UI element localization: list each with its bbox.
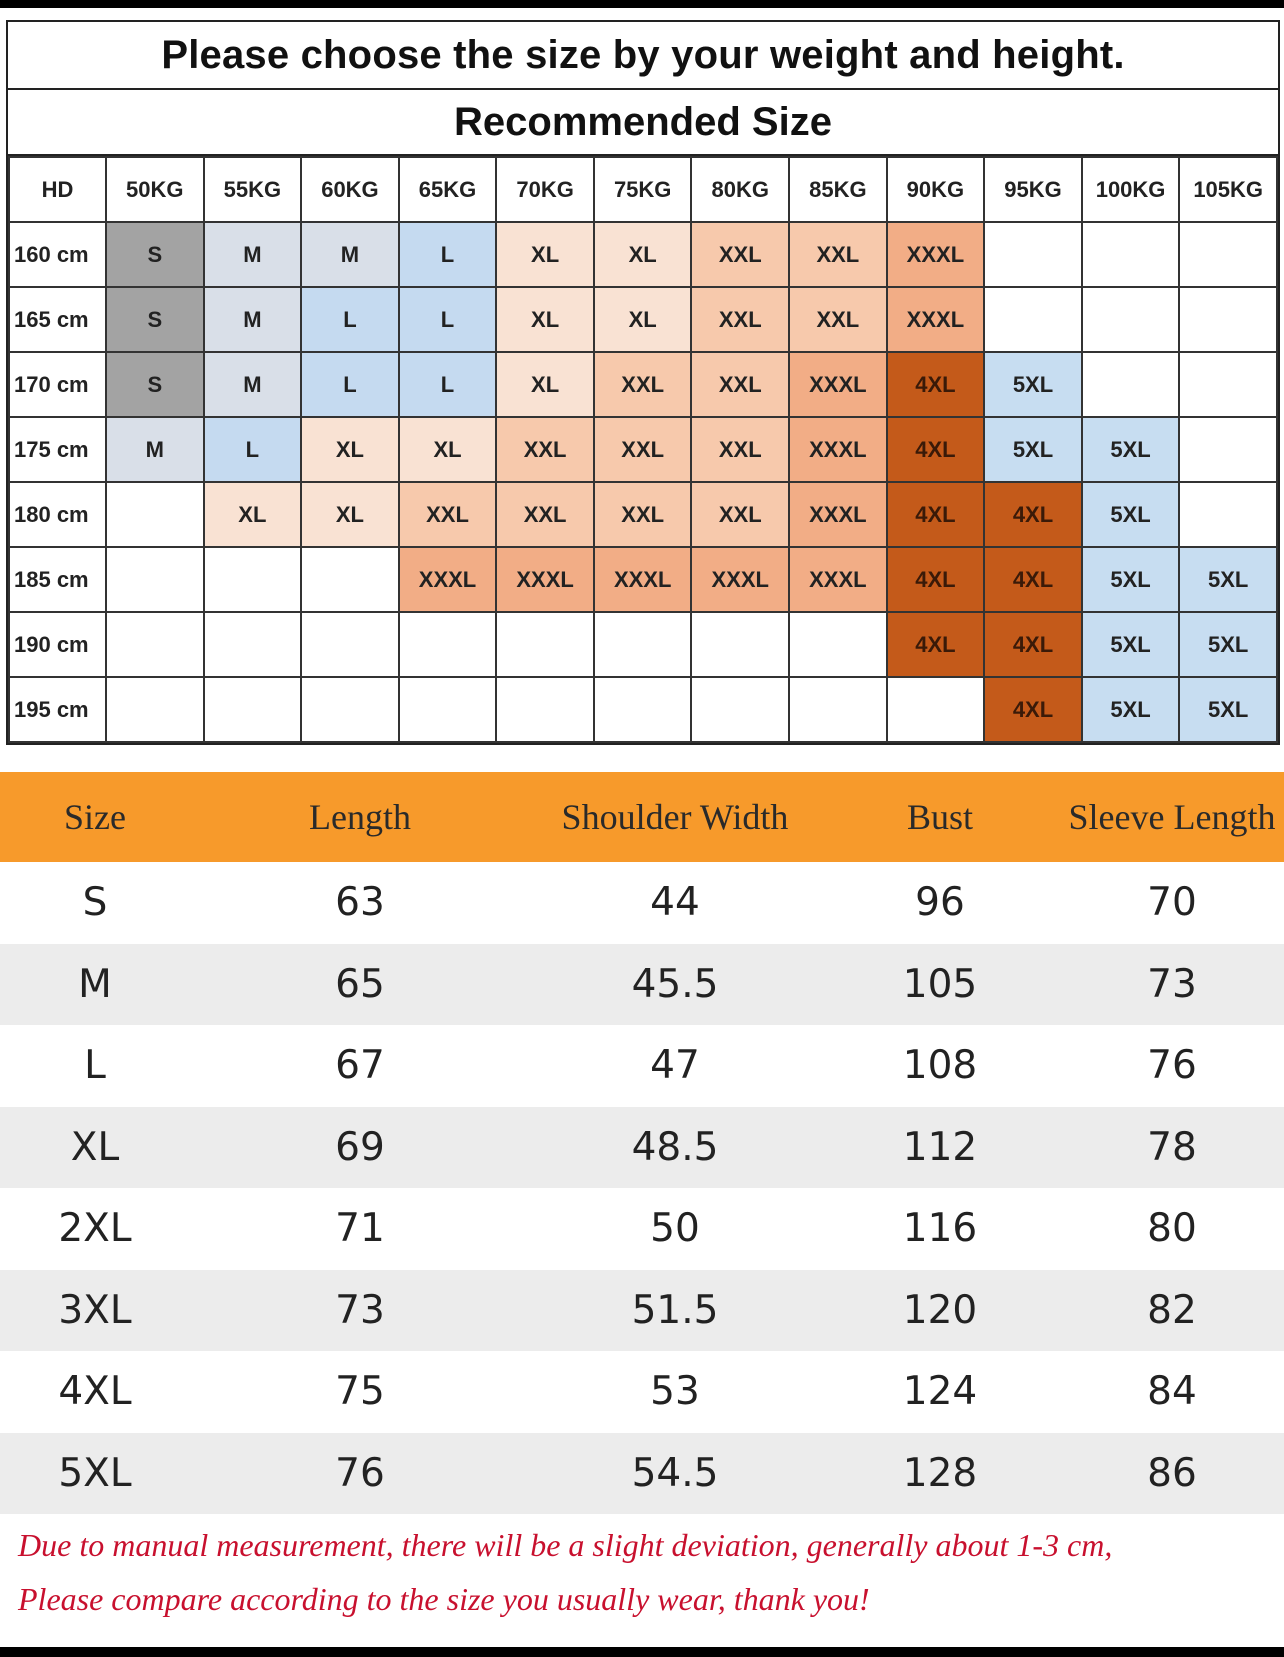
size-cell: XXXL xyxy=(789,417,887,482)
size-cell xyxy=(984,222,1082,287)
weight-header-55kg: 55KG xyxy=(204,157,302,222)
table-row xyxy=(0,1351,1284,1433)
height-row-185cm xyxy=(9,547,1277,612)
size-label: L xyxy=(84,1043,106,1089)
measurement-value: 78 xyxy=(1147,1124,1197,1170)
size-cell: M xyxy=(106,417,204,482)
measurement-value: 54.5 xyxy=(631,1450,719,1496)
size-cell: XXXL xyxy=(887,287,985,352)
size-cell: XXL xyxy=(789,222,887,287)
measurement-table xyxy=(0,772,1284,1514)
size-cell: XXXL xyxy=(691,547,789,612)
size-cell xyxy=(106,612,204,677)
height-label: 190 cm xyxy=(9,612,106,677)
size-cell: L xyxy=(301,352,399,417)
note-line-2: Please compare according to the size you usually wear, thank you! xyxy=(18,1581,870,1617)
top-border xyxy=(0,0,1284,8)
chart-headline: Please choose the size by your weight and height. xyxy=(8,22,1278,90)
size-cell: XL xyxy=(496,287,594,352)
weight-header-60kg: 60KG xyxy=(301,157,399,222)
size-cell: L xyxy=(204,417,302,482)
size-cell xyxy=(106,547,204,612)
size-label: 2XL xyxy=(58,1206,132,1252)
size-cell xyxy=(496,677,594,742)
size-cell: L xyxy=(301,287,399,352)
measurement-header xyxy=(0,772,1284,862)
measurement-value: 69 xyxy=(335,1124,385,1170)
size-label: 4XL xyxy=(58,1369,132,1415)
size-cell: XL xyxy=(204,482,302,547)
size-cell xyxy=(106,482,204,547)
size-cell: XXXL xyxy=(789,547,887,612)
measurement-value: 45.5 xyxy=(631,961,719,1007)
size-cell: 4XL xyxy=(984,612,1082,677)
measurement-value: 76 xyxy=(335,1450,385,1496)
measurement-value: 51.5 xyxy=(631,1287,719,1333)
measurement-value: 128 xyxy=(902,1450,978,1496)
size-cell xyxy=(204,612,302,677)
height-label: 165 cm xyxy=(9,287,106,352)
recommended-size-chart xyxy=(6,20,1280,745)
size-cell xyxy=(789,677,887,742)
height-row-160cm xyxy=(9,222,1277,287)
chart-subheadline: Recommended Size xyxy=(8,90,1278,156)
size-cell: 4XL xyxy=(887,352,985,417)
size-cell: 4XL xyxy=(984,677,1082,742)
weight-header-100kg: 100KG xyxy=(1082,157,1180,222)
height-row-180cm xyxy=(9,482,1277,547)
measurement-value: 73 xyxy=(1147,961,1197,1007)
size-cell: XXL xyxy=(789,287,887,352)
height-label: 180 cm xyxy=(9,482,106,547)
weight-header-95kg: 95KG xyxy=(984,157,1082,222)
size-cell: 5XL xyxy=(1179,612,1277,677)
weight-header-65kg: 65KG xyxy=(399,157,497,222)
size-cell xyxy=(399,612,497,677)
measurement-value: 112 xyxy=(902,1124,978,1170)
size-cell: 4XL xyxy=(984,482,1082,547)
table-row xyxy=(0,1188,1284,1270)
weight-header-75kg: 75KG xyxy=(594,157,692,222)
column-header-sleeve-length: Sleeve Length xyxy=(1068,797,1276,837)
size-cell: XL xyxy=(496,352,594,417)
measurement-value: 124 xyxy=(902,1369,978,1415)
measurement-value: 116 xyxy=(902,1206,978,1252)
weight-header-80kg: 80KG xyxy=(691,157,789,222)
height-row-170cm xyxy=(9,352,1277,417)
measurement-value: 82 xyxy=(1147,1287,1197,1333)
measurement-notes xyxy=(18,1518,1280,1626)
measurement-value: 96 xyxy=(915,880,965,926)
size-cell: 5XL xyxy=(984,352,1082,417)
size-cell: 5XL xyxy=(1179,547,1277,612)
height-row-190cm xyxy=(9,612,1277,677)
size-cell xyxy=(301,547,399,612)
weight-header-row xyxy=(9,157,1277,222)
size-label: M xyxy=(78,961,112,1007)
size-cell xyxy=(691,677,789,742)
column-header-length: Length xyxy=(309,797,411,837)
measurement-value: 75 xyxy=(335,1369,385,1415)
size-cell: XXL xyxy=(691,222,789,287)
size-cell: 5XL xyxy=(984,417,1082,482)
size-cell: S xyxy=(106,222,204,287)
size-cell: M xyxy=(204,222,302,287)
size-cell: XXXL xyxy=(789,482,887,547)
size-cell xyxy=(1179,352,1277,417)
size-cell: XXXL xyxy=(789,352,887,417)
measurement-value: 80 xyxy=(1147,1206,1197,1252)
weight-header-90kg: 90KG xyxy=(887,157,985,222)
size-cell xyxy=(106,677,204,742)
size-cell: M xyxy=(204,287,302,352)
table-row xyxy=(0,1025,1284,1107)
size-cell: XL xyxy=(301,482,399,547)
size-cell: XXL xyxy=(496,417,594,482)
size-cell xyxy=(691,612,789,677)
size-cell xyxy=(1082,352,1180,417)
size-cell: XL xyxy=(496,222,594,287)
weight-header-85kg: 85KG xyxy=(789,157,887,222)
column-header-shoulder-width: Shoulder Width xyxy=(561,797,789,837)
size-cell: XXL xyxy=(691,482,789,547)
measurement-value: 67 xyxy=(335,1043,385,1089)
column-header-size: Size xyxy=(64,797,126,837)
size-cell: M xyxy=(301,222,399,287)
size-cell: 4XL xyxy=(887,612,985,677)
size-label: S xyxy=(82,880,108,926)
measurement-value: 76 xyxy=(1147,1043,1197,1089)
size-cell: 5XL xyxy=(1082,482,1180,547)
size-cell: XL xyxy=(594,222,692,287)
measurement-value: 47 xyxy=(650,1043,700,1089)
size-cell xyxy=(204,547,302,612)
height-row-175cm xyxy=(9,417,1277,482)
weight-header-70kg: 70KG xyxy=(496,157,594,222)
size-cell xyxy=(1179,482,1277,547)
table-row xyxy=(0,944,1284,1026)
size-cell: M xyxy=(204,352,302,417)
size-cell xyxy=(984,287,1082,352)
height-row-195cm xyxy=(9,677,1277,742)
size-cell: XXL xyxy=(496,482,594,547)
height-label: 170 cm xyxy=(9,352,106,417)
size-cell: 5XL xyxy=(1082,677,1180,742)
size-cell: S xyxy=(106,352,204,417)
size-cell: XXL xyxy=(594,482,692,547)
size-cell xyxy=(887,677,985,742)
size-cell: XXL xyxy=(691,352,789,417)
height-label: 185 cm xyxy=(9,547,106,612)
size-cell xyxy=(1082,287,1180,352)
size-cell: XXXL xyxy=(594,547,692,612)
bottom-border xyxy=(0,1647,1284,1657)
size-label: 5XL xyxy=(58,1450,132,1496)
weight-header-105kg: 105KG xyxy=(1179,157,1277,222)
measurement-value: 48.5 xyxy=(631,1124,719,1170)
height-label: 160 cm xyxy=(9,222,106,287)
measurement-value: 70 xyxy=(1147,880,1197,926)
size-cell xyxy=(204,677,302,742)
size-cell: 4XL xyxy=(984,547,1082,612)
size-grid xyxy=(8,156,1278,743)
measurement-value: 44 xyxy=(650,880,700,926)
size-cell: L xyxy=(399,352,497,417)
table-row xyxy=(0,1433,1284,1515)
size-cell: 5XL xyxy=(1082,612,1180,677)
size-cell: XL xyxy=(594,287,692,352)
height-label: 175 cm xyxy=(9,417,106,482)
height-label: 195 cm xyxy=(9,677,106,742)
size-cell: XXL xyxy=(594,352,692,417)
size-cell: 5XL xyxy=(1082,547,1180,612)
corner-label-hd: HD xyxy=(9,157,106,222)
size-cell: 4XL xyxy=(887,417,985,482)
table-row xyxy=(0,1270,1284,1352)
size-cell: XXXL xyxy=(399,547,497,612)
size-cell: XXL xyxy=(399,482,497,547)
size-cell: L xyxy=(399,222,497,287)
size-cell xyxy=(399,677,497,742)
size-cell xyxy=(1179,417,1277,482)
measurement-value: 120 xyxy=(902,1287,978,1333)
measurement-value: 53 xyxy=(650,1369,700,1415)
size-cell xyxy=(1179,222,1277,287)
size-cell: 5XL xyxy=(1179,677,1277,742)
size-cell: XXL xyxy=(691,417,789,482)
measurement-value: 105 xyxy=(902,961,978,1007)
size-cell: S xyxy=(106,287,204,352)
size-cell: 5XL xyxy=(1082,417,1180,482)
size-cell: XL xyxy=(301,417,399,482)
size-label: XL xyxy=(70,1124,120,1170)
size-cell xyxy=(301,612,399,677)
measurement-value: 84 xyxy=(1147,1369,1197,1415)
size-cell xyxy=(1082,222,1180,287)
size-cell: XXL xyxy=(691,287,789,352)
size-cell: XL xyxy=(399,417,497,482)
measurement-value: 73 xyxy=(335,1287,385,1333)
size-cell xyxy=(594,612,692,677)
measurement-value: 86 xyxy=(1147,1450,1197,1496)
measurement-value: 65 xyxy=(335,961,385,1007)
measurement-value: 63 xyxy=(335,880,385,926)
size-cell xyxy=(301,677,399,742)
size-label: 3XL xyxy=(58,1287,132,1333)
size-cell: XXL xyxy=(594,417,692,482)
size-cell: XXXL xyxy=(496,547,594,612)
table-row xyxy=(0,1107,1284,1189)
size-cell: XXXL xyxy=(887,222,985,287)
size-cell: L xyxy=(399,287,497,352)
weight-header-50kg: 50KG xyxy=(106,157,204,222)
measurement-value: 71 xyxy=(335,1206,385,1252)
note-line-1: Due to manual measurement, there will be a slight deviation, generally about 1-3 cm, xyxy=(18,1527,1113,1563)
measurement-value: 50 xyxy=(650,1206,700,1252)
size-cell xyxy=(789,612,887,677)
size-cell xyxy=(496,612,594,677)
size-cell xyxy=(594,677,692,742)
size-cell: 4XL xyxy=(887,547,985,612)
size-cell xyxy=(1179,287,1277,352)
measurement-value: 108 xyxy=(902,1043,978,1089)
column-header-bust: Bust xyxy=(906,797,974,837)
height-row-165cm xyxy=(9,287,1277,352)
size-cell: 4XL xyxy=(887,482,985,547)
table-row xyxy=(0,862,1284,944)
